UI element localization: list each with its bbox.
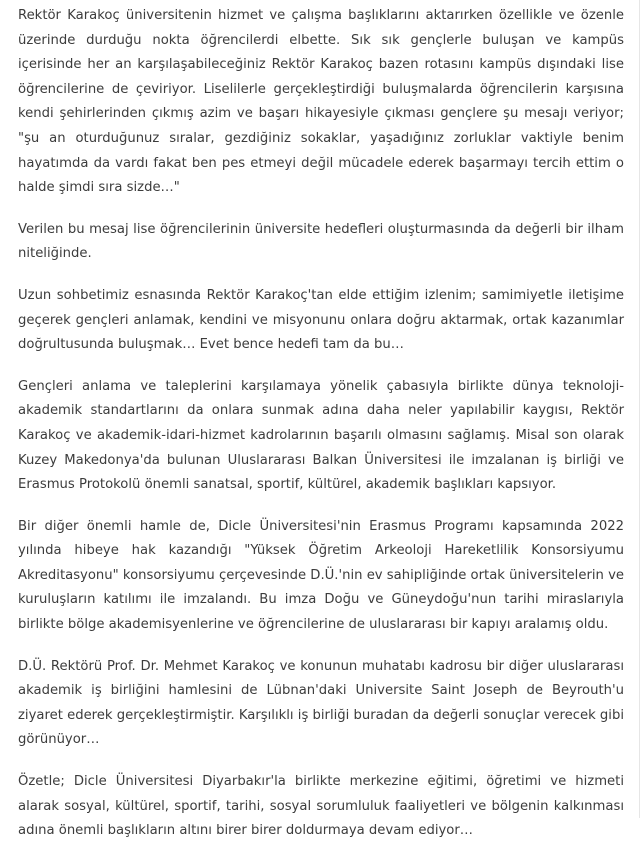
article-paragraph: Özetle; Dicle Üniversitesi Diyarbakır'la birlikte merkezine eğitimi, öğretimi ve hizmeti alarak sosyal, kültürel, sportif, tarihi, sosyal sorumluluk faaliyetleri ve bölgenin kalkınması adına önemli başlıkların altını birer birer doldurmaya devam ediyor… bbox=[18, 774, 624, 839]
article-paragraph: Rektör Karakoç üniversitenin hizmet ve çalışma başlıklarını aktarırken özellikle ve özenle üzerinde durduğu nokta öğrencilerdi elbette. Sık sık gençlerle buluşan ve kampüs içerisinde her an karşılaşabileceğiniz Rektör Karakoç bazen rotasını kampüs dışındaki lise öğrencilerine de çeviriyor. Liselilerle gerçekleştirdiği buluşmalarda öğrencilerin karşısına kendi şehirlerinden çıkmış azim ve başarı hikayesiyle çıkması gençlere şu mesajı veriyor; "şu an oturduğunuz sıralar, gezdiğiniz sokaklar, yaşadığınız zorluklar vaktiyle benim hayatımda da vardı fakat ben pes etmeyi değil mücadele ederek başarmayı tercih ettim o halde şimdi sıra sizde…" bbox=[18, 8, 624, 196]
article-body bbox=[18, 0, 624, 861]
article-paragraph: Uzun sohbetimiz esnasında Rektör Karakoç'tan elde ettiğim izlenim; samimiyetle iletişime geçerek gençleri anlamak, kendini ve misyonunu onlara doğru aktarmak, ortak kazanımlar doğrultusunda buluşmak… Evet bence hedefi tam da bu… bbox=[18, 287, 624, 353]
article-paragraph: Gençleri anlama ve taleplerini karşılamaya yönelik çabasıyla birlikte dünya teknoloji-akademik standartlarını da onlara sunmak adına daha neler yapılabilir kaygısı, Rektör Karakoç ve akademik-idari-hizmet kadrolarının başarılı olmasını sağlamış. Misal son olarak Kuzey Makedonya'da bulunan Uluslararası Balkan Üniversitesi ile imzalanan iş birliği ve Erasmus Protokolü önemli sanatsal, sportif, kültürel, akademik başlıkları kapsıyor. bbox=[18, 378, 624, 493]
article-paragraph: Bir diğer önemli hamle de, Dicle Üniversitesi'nin Erasmus Programı kapsamında 2022 yılında hibeye hak kazandığı "Yüksek Öğretim Arkeoloji Hareketlilik Konsorsiyumu Akreditasyonu" konsorsiyumu çerçevesinde D.Ü.'nin ev sahipliğinde ortak üniversitelerin ve kuruluşların katılımı ile imzalandı. Bu imza Doğu ve Güneydoğu'nun tarihi miraslarıyla birlikte bölge akademisyenlerine ve öğrencilerine de uluslararası bir kapıyı aralamış oldu. bbox=[18, 518, 624, 633]
article-paragraph: Verilen bu mesaj lise öğrencilerinin üniversite hedefleri oluşturmasında da değerli bir ilham niteliğinde. bbox=[18, 221, 624, 262]
article-paragraph: D.Ü. Rektörü Prof. Dr. Mehmet Karakoç ve konunun muhatabı kadrosu bir diğer uluslararası akademik iş birliğini hamlesini de Lübnan'daki Universite Saint Joseph de Beyrouth'u ziyaret ederek gerçekleştirmiştir. Karşılıklı iş birliği buradan da değerli sonuçlar verecek gibi görünüyor… bbox=[18, 658, 625, 748]
